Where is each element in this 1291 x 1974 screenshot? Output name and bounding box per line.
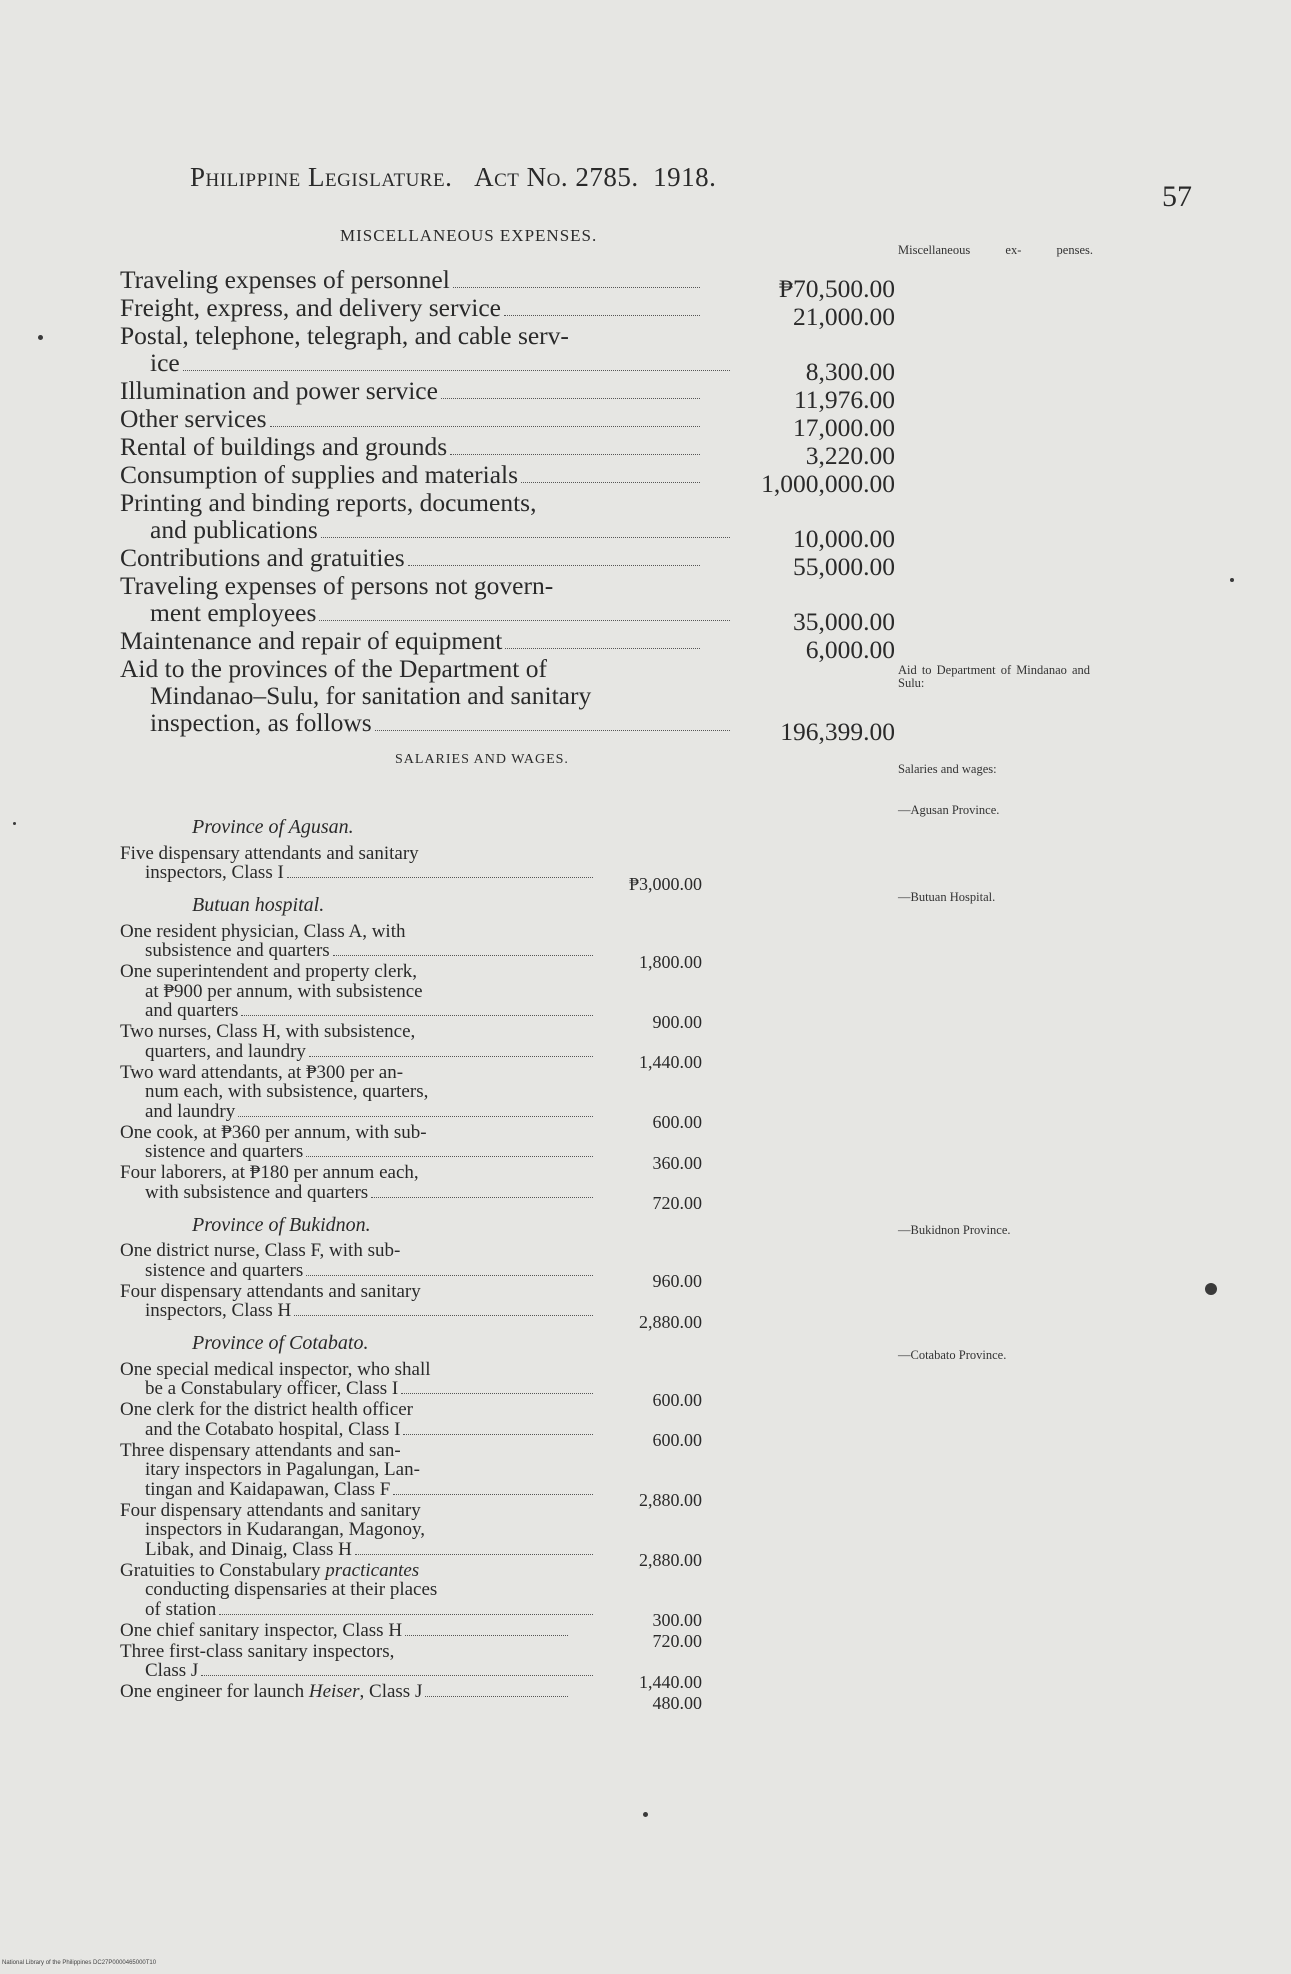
entry-line	[120, 1300, 702, 1332]
entry-amount: 600.00	[652, 1430, 702, 1450]
entry-text: Libak, and Dinaig, Class H	[145, 1538, 352, 1560]
entry-line	[120, 1282, 570, 1302]
entry-amount: 1,800.00	[639, 951, 702, 972]
misc-expense-entry	[120, 488, 895, 553]
entry-line	[120, 682, 732, 709]
entry-amount: 1,000,000.00	[761, 469, 895, 498]
entry-amount: 1,440.00	[639, 1671, 702, 1692]
misc-expense-entry	[120, 265, 895, 303]
entry-text: Class J	[145, 1660, 199, 1681]
running-head-act: Act No. 2785.	[474, 162, 639, 192]
entry-text: Three first-class sanitary inspectors,	[120, 1640, 395, 1662]
dot-leader	[405, 1635, 568, 1636]
dot-leader	[521, 482, 700, 483]
dot-leader	[270, 426, 700, 427]
entry-line	[120, 982, 595, 1002]
entry-line	[120, 655, 702, 682]
section-title: MISCELLANEOUS EXPENSES.	[340, 226, 598, 245]
entry-line	[120, 376, 895, 414]
entry-line	[120, 1360, 570, 1380]
entry-text: sistence and quarters	[145, 1141, 304, 1162]
misc-expense-entry	[120, 460, 895, 498]
entry-text: Traveling expenses of persons not govern-	[120, 571, 554, 600]
entry-line	[120, 543, 895, 581]
margin-note-aid: Aid to Department of Mindanao and Sulu:	[898, 663, 1090, 690]
province-agusan-title: Province of Agusan.	[192, 816, 354, 838]
province-agusan-items	[120, 842, 702, 894]
entry-text: Three dispensary attendants and san-	[120, 1439, 401, 1461]
entry-amount: 21,000.00	[793, 302, 895, 331]
entry-text: ment employees	[150, 598, 317, 627]
misc-expense-entry	[120, 571, 895, 636]
misc-expense-entry	[120, 432, 895, 470]
entry-text: with subsistence and quarters	[145, 1181, 369, 1203]
entry-text: subsistence and quarters	[145, 940, 330, 961]
entry-line	[120, 1501, 570, 1521]
entry-text: Four laborers, at ₱180 per annum each,	[120, 1162, 419, 1183]
entry-text: and publications	[150, 515, 318, 544]
entry-line	[120, 1642, 570, 1662]
misc-expense-entry	[120, 404, 895, 442]
margin-note-salaries: Salaries and wages:	[898, 762, 997, 776]
dot-leader	[425, 1696, 568, 1697]
entry-text: Freight, express, and delivery service	[120, 293, 501, 322]
dot-leader	[306, 1156, 593, 1157]
dot-leader	[450, 454, 700, 455]
misc-expense-entry	[120, 321, 895, 386]
entry-text: Maintenance and repair of equipment	[120, 626, 503, 655]
running-head-legislature: Philippine Legislature.	[190, 162, 453, 192]
dot-leader	[309, 1056, 593, 1057]
entry-text: Mindanao–Sulu, for sanitation and sanitary	[150, 681, 592, 710]
entry-text: inspection, as follows	[150, 708, 372, 737]
entry-text: Postal, telephone, telegraph, and cable serv-	[120, 321, 569, 350]
misc-expense-entry	[120, 293, 895, 331]
dot-leader	[319, 620, 730, 621]
entry-text: be a Constabulary officer, Class I	[145, 1378, 399, 1399]
entry-amount: 2,880.00	[639, 1550, 702, 1570]
entry-line	[120, 1063, 570, 1083]
dot-leader	[333, 955, 593, 956]
entry-line	[120, 322, 702, 349]
entry-text: One district nurse, Class F, with sub-	[120, 1240, 401, 1261]
entry-text: Gratuities to Constabulary practicantes	[120, 1559, 420, 1581]
entry-text: inspectors in Kudarangan, Magonoy,	[145, 1519, 426, 1540]
entry-text: Consumption of supplies and materials	[120, 460, 519, 489]
entry-line	[120, 626, 895, 664]
misc-expense-entry	[120, 626, 895, 664]
entry-text: inspectors, Class H	[145, 1300, 292, 1321]
scan-speck	[38, 335, 43, 340]
entry-line	[120, 922, 570, 942]
butuan-hospital-items	[120, 920, 702, 1213]
entry-text: tingan and Kaidapawan, Class F	[145, 1478, 391, 1500]
entry-amount: 2,880.00	[639, 1490, 702, 1510]
entry-text: Rental of buildings and grounds	[120, 432, 448, 461]
entry-line	[120, 1520, 595, 1540]
salaries-title: SALARIES AND WAGES.	[395, 752, 569, 767]
province-cotabato-title: Province of Cotabato.	[192, 1332, 369, 1354]
scan-speck	[1205, 1283, 1217, 1295]
scan-speck	[643, 1812, 648, 1817]
province-cotabato-items	[120, 1358, 702, 1713]
dot-leader	[441, 398, 700, 399]
entry-line	[120, 293, 895, 331]
entry-line	[120, 404, 895, 442]
entry-amount: 480.00	[652, 1692, 702, 1713]
entry-text: Five dispensary attendants and sanitary	[120, 842, 419, 864]
entry-text: num each, with subsistence, quarters,	[145, 1081, 429, 1102]
entry-line	[120, 572, 702, 599]
entry-line	[120, 1082, 595, 1102]
entry-text: Illumination and power service	[120, 376, 438, 405]
entry-text: Traveling expenses of personnel	[120, 265, 450, 294]
entry-line	[120, 1561, 570, 1581]
entry-line	[120, 1123, 570, 1143]
entry-amount: 960.00	[652, 1271, 702, 1291]
salaries-list	[120, 816, 702, 1713]
dot-leader	[505, 648, 700, 649]
dot-leader	[403, 1434, 593, 1435]
entry-text: Aid to the provinces of the Department of	[120, 654, 548, 683]
misc-expense-entry	[120, 543, 895, 581]
dot-leader	[504, 315, 700, 316]
margin-note-butuan: —Butuan Hospital.	[898, 890, 996, 904]
dot-leader	[201, 1675, 593, 1676]
entry-line	[120, 432, 895, 470]
entry-text: and quarters	[145, 1000, 239, 1021]
entry-amount: 720.00	[652, 1193, 702, 1213]
entry-line	[120, 1163, 570, 1183]
entry-line	[120, 515, 895, 553]
province-agusan-items-entry	[120, 842, 702, 894]
entry-text: One resident physician, Class A, with	[120, 920, 406, 942]
entry-amount: 360.00	[652, 1152, 702, 1173]
province-bukidnon-title: Province of Bukidnon.	[192, 1213, 371, 1236]
margin-note-misc: Miscellaneous ex- penses.	[898, 243, 1093, 257]
entry-text: One clerk for the district health officer	[120, 1399, 413, 1420]
butuan-hospital-title: Butuan hospital.	[192, 894, 325, 916]
entry-amount: 3,220.00	[805, 441, 895, 470]
entry-text: Contributions and gratuities	[120, 543, 405, 572]
entry-amount: 17,000.00	[793, 413, 895, 442]
entry-amount: ₱3,000.00	[628, 873, 702, 894]
running-head	[190, 162, 716, 193]
entry-line	[120, 1580, 595, 1600]
misc-expense-entry	[120, 376, 895, 414]
margin-note-agusan: —Agusan Province.	[898, 803, 1000, 817]
entry-line	[120, 1241, 570, 1261]
entry-amount: 2,880.00	[639, 1311, 702, 1332]
entry-line	[120, 1441, 570, 1461]
misc-expense-entry	[120, 654, 895, 746]
entry-text: and the Cotabato hospital, Class I	[145, 1418, 401, 1440]
margin-note-bukidnon: —Bukidnon Province.	[898, 1223, 1011, 1237]
entry-text: at ₱900 per annum, with subsistence	[145, 980, 423, 1002]
scan-speck	[13, 822, 16, 825]
dot-leader	[238, 1116, 593, 1117]
entry-text: Other services	[120, 404, 267, 433]
entry-text: One superintendent and property clerk,	[120, 961, 418, 982]
dot-leader	[241, 1015, 593, 1016]
entry-amount: 600.00	[652, 1112, 702, 1132]
entry-amount: 600.00	[652, 1389, 702, 1410]
running-head-year: 1918.	[653, 162, 717, 192]
entry-text: and laundry	[145, 1100, 236, 1122]
entry-text: One special medical inspector, who shall	[120, 1358, 431, 1380]
entry-line	[120, 1022, 570, 1042]
entry-text: One engineer for launch Heiser, Class J	[120, 1681, 423, 1702]
entry-text: inspectors, Class I	[145, 862, 284, 883]
entry-line	[120, 598, 895, 636]
dot-leader	[371, 1197, 593, 1198]
misc-expenses-list	[120, 265, 895, 746]
entry-amount: 55,000.00	[793, 552, 895, 581]
dot-leader	[408, 565, 700, 566]
margin-note-cotabato: —Cotabato Province.	[898, 1348, 1007, 1362]
entry-amount: 1,440.00	[639, 1052, 702, 1072]
entry-text: of station	[145, 1598, 217, 1620]
entry-line	[120, 708, 895, 746]
entry-line	[120, 265, 895, 303]
entry-amount: 8,300.00	[805, 357, 895, 386]
province-bukidnon-items	[120, 1240, 702, 1332]
entry-text: One chief sanitary inspector, Class H	[120, 1619, 403, 1641]
entry-line	[120, 1400, 570, 1420]
dot-leader	[321, 537, 730, 538]
dot-leader	[375, 730, 730, 731]
entry-text: quarters, and laundry	[145, 1040, 306, 1062]
entry-amount: ₱70,500.00	[778, 274, 895, 303]
entry-amount: 35,000.00	[793, 607, 895, 636]
entry-amount: 720.00	[652, 1631, 702, 1651]
dot-leader	[306, 1275, 593, 1276]
entry-text: sistence and quarters	[145, 1259, 304, 1281]
entry-text: itary inspectors in Pagalungan, Lan-	[145, 1459, 420, 1480]
entry-line	[120, 348, 895, 386]
entry-amount: 900.00	[652, 1011, 702, 1032]
entry-line	[120, 862, 702, 894]
entry-text: Two nurses, Class H, with subsistence,	[120, 1021, 416, 1042]
dot-leader	[355, 1554, 593, 1555]
entry-text: Four dispensary attendants and sanitary	[120, 1499, 421, 1521]
scan-footer: National Library of the Philippines DC27P0000465000T10	[2, 1960, 157, 1966]
entry-text: conducting dispensaries at their places	[145, 1579, 438, 1600]
dot-leader	[219, 1614, 593, 1615]
entry-line	[120, 1460, 595, 1480]
entry-text: ice	[150, 348, 180, 377]
entry-text: Four dispensary attendants and sanitary	[120, 1280, 421, 1302]
entry-amount: 196,399.00	[780, 717, 895, 746]
dot-leader	[294, 1315, 593, 1316]
entry-text: One cook, at ₱360 per annum, with sub-	[120, 1121, 427, 1143]
entry-amount: 10,000.00	[793, 524, 895, 553]
dot-leader	[401, 1393, 593, 1394]
entry-line	[120, 962, 570, 982]
entry-text: Printing and binding reports, documents,	[120, 488, 537, 517]
dot-leader	[287, 877, 593, 878]
entry-text: Two ward attendants, at ₱300 per an-	[120, 1061, 404, 1083]
entry-amount: 11,976.00	[793, 385, 895, 414]
scan-speck	[1230, 578, 1234, 582]
entry-line	[120, 1181, 702, 1213]
dot-leader	[453, 287, 700, 288]
entry-amount: 300.00	[652, 1610, 702, 1630]
dot-leader	[183, 370, 730, 371]
page-number: 57	[1162, 180, 1192, 213]
entry-line	[120, 844, 570, 864]
entry-amount: 6,000.00	[805, 635, 895, 664]
entry-line	[120, 489, 702, 516]
dot-leader	[393, 1494, 593, 1495]
entry-line	[120, 460, 895, 498]
